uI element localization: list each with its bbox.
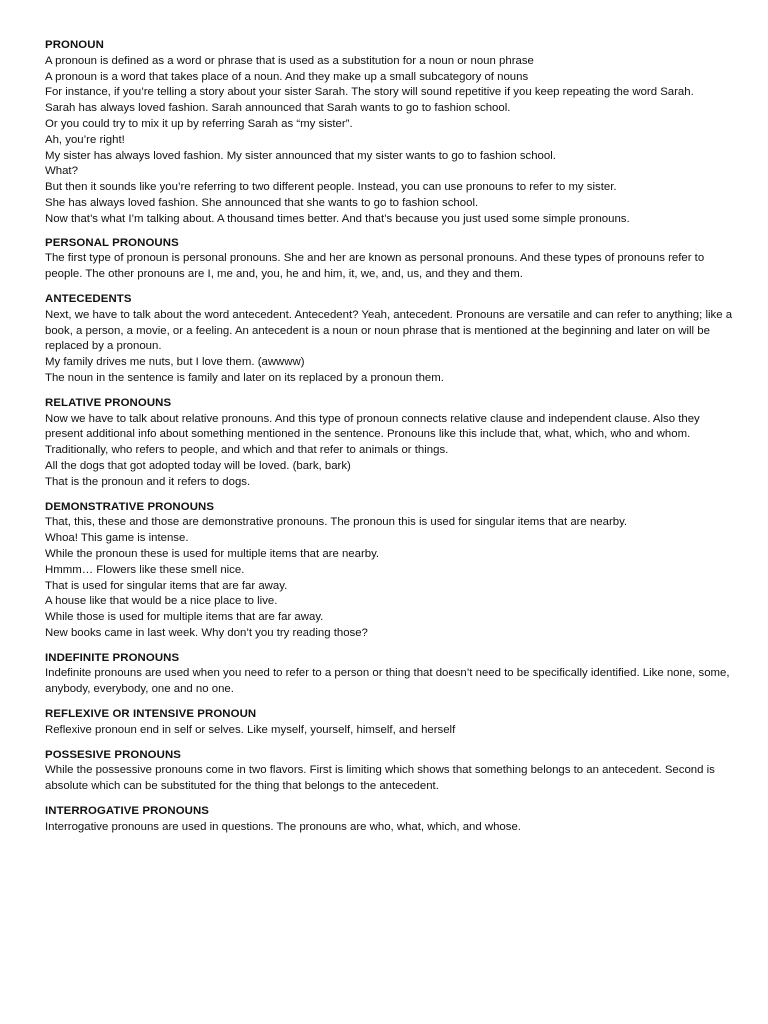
text-line: While the pronoun these is used for multiple items that are nearby. — [45, 547, 380, 560]
section-possessive-pronouns — [45, 748, 735, 795]
section-heading: DEMONSTRATIVE PRONOUNS — [45, 500, 215, 513]
text-line: My sister has always loved fashion. My sister announced that my sister wants to go to fashion school. — [45, 149, 556, 162]
text-line: For instance, if you’re telling a story about your sister Sarah. The story will sound repetitive if you keep repeating the word Sarah. — [45, 86, 694, 99]
text-line: While the possessive pronouns come in two flavors. First is limiting which shows that something belongs to an antecedent. Second is absolute which can be substituted for the thing that belongs to the antecedent. — [45, 764, 715, 793]
section-heading: ANTECEDENTS — [45, 292, 132, 305]
text-line: That is used for singular items that are far away. — [45, 579, 288, 592]
section-demonstrative-pronouns — [45, 500, 735, 642]
text-line: Sarah has always loved fashion. Sarah announced that Sarah wants to go to fashion school. — [45, 102, 511, 115]
section-personal-pronouns — [45, 236, 735, 283]
section-indefinite-pronouns — [45, 651, 735, 698]
text-line: That, this, these and those are demonstrative pronouns. The pronoun this is used for singular items that are nearby. — [45, 516, 628, 529]
text-line: Reflexive pronoun end in self or selves. Like myself, yourself, himself, and herself — [45, 723, 456, 736]
section-heading: POSSESIVE PRONOUNS — [45, 748, 181, 761]
section-heading: PERSONAL PRONOUNS — [45, 236, 179, 249]
section-heading: INDEFINITE PRONOUNS — [45, 651, 180, 664]
text-line: New books came in last week. Why don’t you try reading those? — [45, 626, 368, 639]
section-interrogative-pronouns — [45, 804, 735, 836]
section-heading: PRONOUN — [45, 39, 104, 51]
text-line: All the dogs that got adopted today will be loved. (bark, bark) — [45, 459, 351, 472]
text-line: Hmmm… Flowers like these smell nice. — [45, 563, 245, 576]
text-line: That is the pronoun and it refers to dogs. — [45, 475, 251, 488]
text-line: The first type of pronoun is personal pronouns. She and her are known as personal pronouns. And these types of pronouns refer to people. The other pronouns are I, me and, you, he and him, it, we, and, us, and they and them. — [45, 252, 705, 281]
text-line: But then it sounds like you’re referring to two different people. Instead, you can use pronouns to refer to my sister. — [45, 181, 617, 194]
text-line: What? — [45, 165, 78, 178]
document-page — [45, 38, 735, 845]
text-line: Indefinite pronouns are used when you need to refer to a person or thing that doesn’t need to be specifically identified. Like none, some, anybody, everybody, one and no one. — [45, 667, 730, 696]
text-line: A pronoun is a word that takes place of a noun. And they make up a small subcategory of nouns — [45, 70, 529, 83]
text-line: Or you could try to mix it up by referring Sarah as “my sister”. — [45, 117, 353, 130]
text-line: Whoa! This game is intense. — [45, 532, 189, 545]
text-line: My family drives me nuts, but I love them. (awwww) — [45, 356, 305, 369]
text-line: A house like that would be a nice place to live. — [45, 595, 278, 608]
text-line: Interrogative pronouns are used in questions. The pronouns are who, what, which, and whose. — [45, 820, 521, 833]
text-line: The noun in the sentence is family and later on its replaced by a pronoun them. — [45, 371, 444, 384]
section-heading: REFLEXIVE OR INTENSIVE PRONOUN — [45, 708, 257, 721]
section-heading: RELATIVE PRONOUNS — [45, 396, 172, 409]
text-line: While those is used for multiple items that are far away. — [45, 611, 324, 624]
section-pronoun — [45, 38, 735, 228]
text-line: Ah, you’re right! — [45, 133, 125, 146]
text-line: A pronoun is defined as a word or phrase that is used as a substitution for a noun or noun phrase — [45, 54, 534, 67]
section-antecedents — [45, 292, 735, 387]
section-relative-pronouns — [45, 396, 735, 491]
section-heading: INTERROGATIVE PRONOUNS — [45, 805, 209, 818]
text-line: Now we have to talk about relative pronouns. And this type of pronoun connects relative clause and independent clause. Also they present additional info about something mentioned in the sentence. Pronouns like this include that, what, which, who and whom. Traditionally, who refers to people, and which and that refer to animals or things. — [45, 412, 700, 457]
section-reflexive-pronoun — [45, 707, 735, 739]
text-line: Now that’s what I’m talking about. A thousand times better. And that’s because you just used some simple pronouns. — [45, 212, 630, 225]
text-line: Next, we have to talk about the word antecedent. Antecedent? Yeah, antecedent. Pronouns are versatile and can refer to anything; like a book, a person, a movie, or a feeling. An antecedent is a noun or noun phrase that is mentioned at the beginning and later on will be replaced by a pronoun. — [45, 308, 733, 353]
text-line: She has always loved fashion. She announced that she wants to go to fashion school. — [45, 196, 479, 209]
